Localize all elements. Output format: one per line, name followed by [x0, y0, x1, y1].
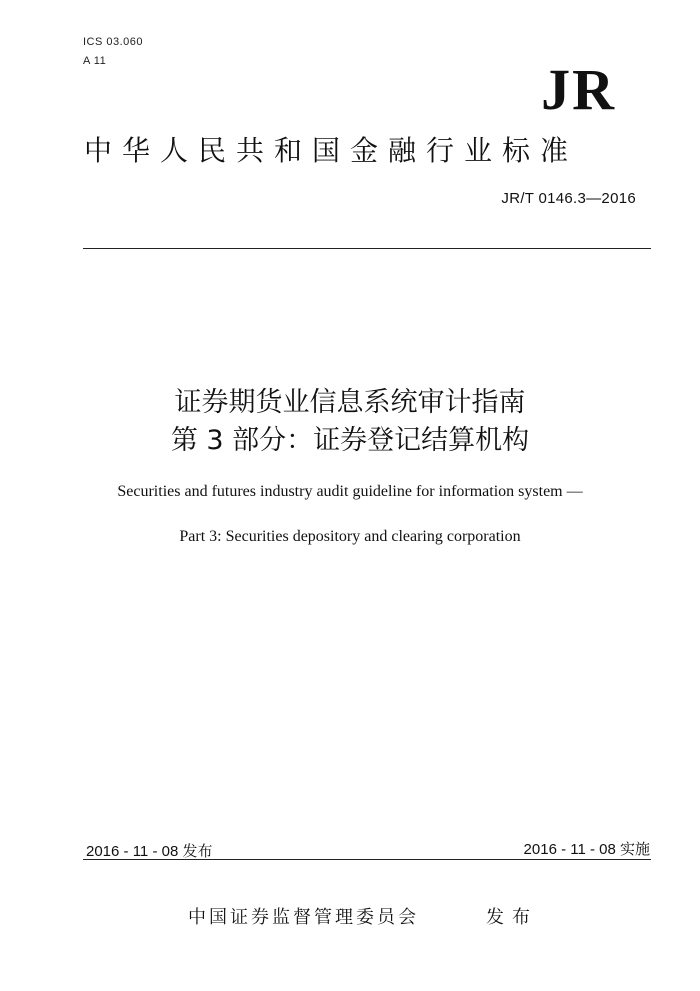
header-divider	[83, 248, 651, 249]
standard-number: JR/T 0146.3—2016	[501, 190, 636, 207]
classification-code: A 11	[83, 55, 107, 67]
implement-date: 2016 - 11 - 08 实施	[523, 841, 650, 858]
publish-date: 2016 - 11 - 08 发布	[86, 843, 213, 860]
english-title-line-1: Securities and futures industry audit guideline for information system —	[117, 483, 583, 500]
footer-divider	[83, 859, 651, 860]
issue-label: 发布	[486, 907, 538, 928]
document-title-line-2: 第 3 部分：证券登记结算机构	[170, 425, 530, 456]
jr-logo: JR	[541, 57, 616, 122]
issuing-authority: 中国证券监督管理委员会	[188, 907, 419, 928]
standard-category-heading: 中华人民共和国金融行业标准	[84, 134, 579, 167]
document-title-line-1: 证券期货业信息系统审计指南	[174, 387, 526, 418]
ics-code: ICS 03.060	[83, 36, 144, 48]
english-title-line-2: Part 3: Securities depository and clearing corporation	[179, 528, 521, 545]
